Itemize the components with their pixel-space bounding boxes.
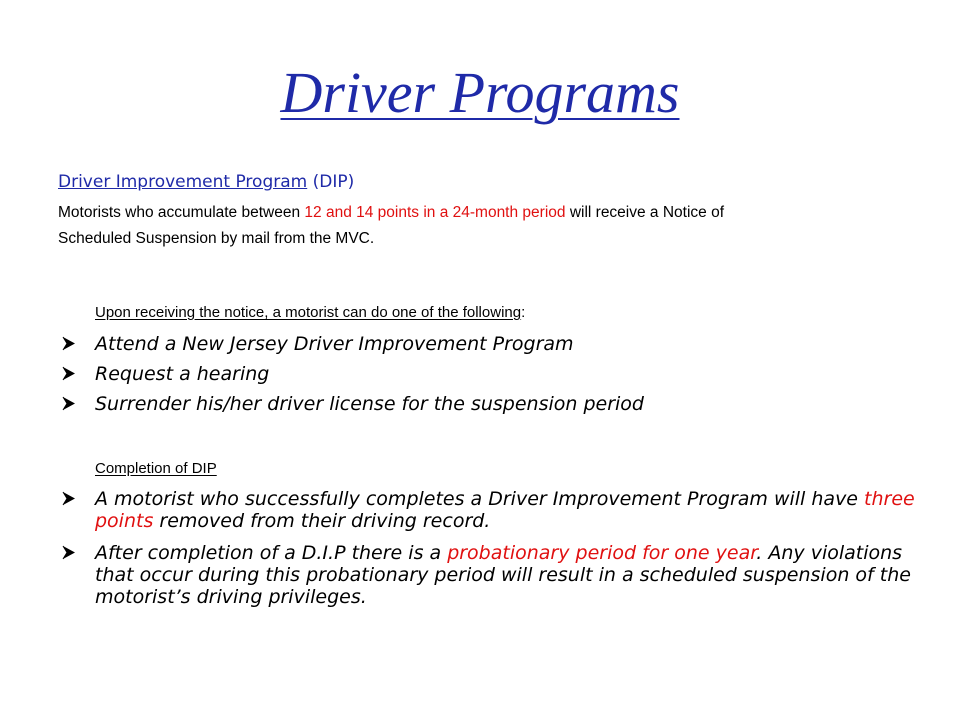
list-item — [58, 333, 918, 355]
dip-heading-abbrev: (DIP) — [312, 172, 355, 192]
completion-list — [58, 488, 918, 618]
options-label — [95, 303, 525, 323]
page-title: Driver Programs — [280, 60, 680, 125]
dip-heading — [58, 170, 354, 194]
option-text: Attend a New Jersey Driver Improvement Program — [95, 333, 574, 355]
options-label-colon: : — [521, 304, 526, 321]
suspension-paragraph — [58, 200, 758, 252]
list-item — [58, 363, 918, 385]
dip-heading-link[interactable]: Driver Improvement Program — [58, 172, 308, 192]
arrow-bullet-icon — [62, 396, 76, 411]
paragraph-text-1: Motorists who accumulate between — [58, 204, 305, 221]
paragraph-text-2: will receive a Notice of Scheduled Suspension by mail from the MVC. — [58, 204, 725, 247]
option-text: Surrender his/her driver license for the suspension period — [95, 393, 644, 415]
completion-text-after: . Any violations that occur during this probationary period will result in a scheduled suspension of the motorist’s driving privileges. — [95, 542, 911, 608]
points-range-highlight: 12 and 14 points in a 24-month period — [304, 204, 566, 221]
arrow-bullet-icon — [62, 366, 76, 381]
list-item — [58, 542, 918, 608]
options-list — [58, 333, 918, 423]
arrow-bullet-icon — [62, 336, 76, 351]
list-item — [58, 393, 918, 415]
completion-text-before: After completion of a D.I.P there is a — [95, 542, 448, 564]
completion-label: Completion of DIP — [95, 460, 217, 477]
arrow-bullet-icon — [62, 491, 76, 506]
options-label-text: Upon receiving the notice, a motorist can do one of the following — [95, 304, 522, 321]
arrow-bullet-icon — [62, 545, 76, 560]
completion-text-after: removed from their driving record. — [153, 510, 491, 532]
probation-highlight: probationary period for one year — [447, 542, 757, 564]
three-points-highlight: three points — [95, 488, 915, 532]
completion-text-before: A motorist who successfully completes a Driver Improvement Program will have — [95, 488, 865, 510]
option-text: Request a hearing — [95, 363, 270, 385]
list-item — [58, 488, 918, 532]
